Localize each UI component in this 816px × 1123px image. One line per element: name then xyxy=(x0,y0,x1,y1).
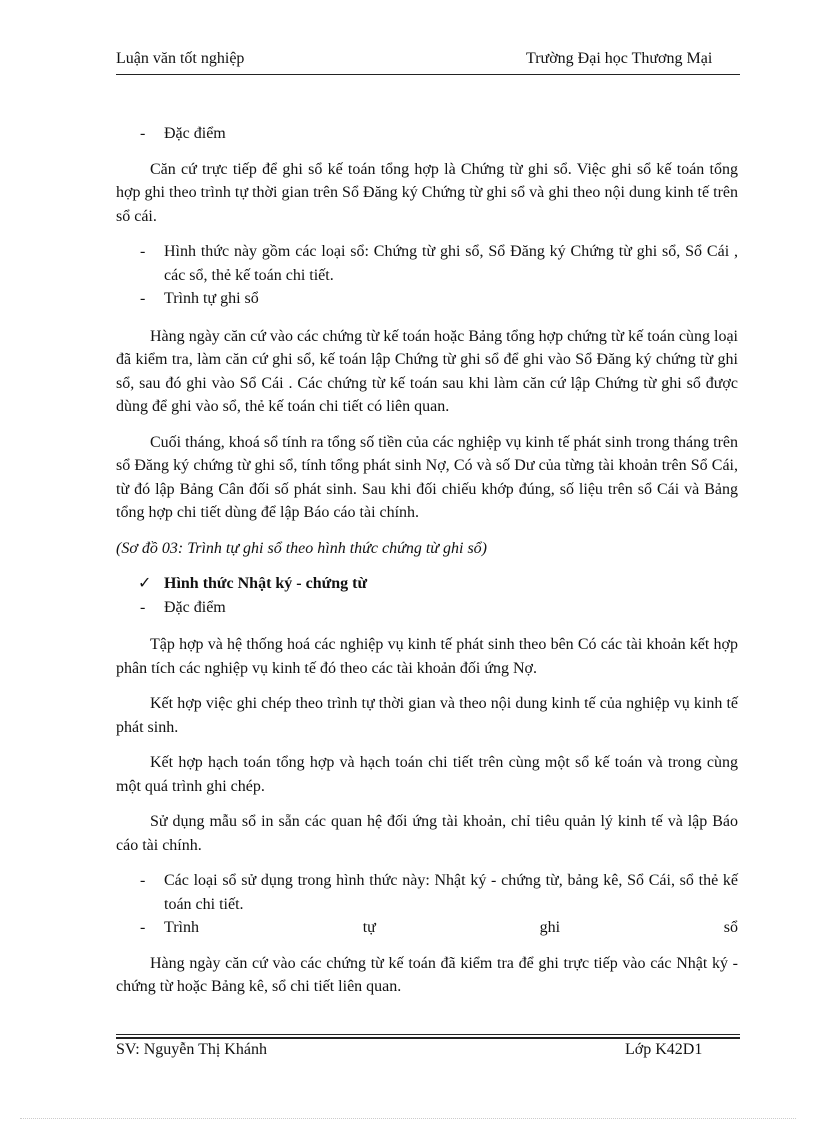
bullet-text: Hình thức này gồm các loại sổ: Chứng từ ghi sổ, Sổ Đăng ký Chứng từ ghi sổ, Sổ Cái , các sổ, thẻ kế toán chi tiết. xyxy=(164,243,738,284)
bullet-dash: - xyxy=(140,919,146,936)
bullet-item-justified xyxy=(116,916,738,940)
footer-student-name: SV: Nguyễn Thị Khánh xyxy=(116,1041,267,1058)
paragraph: Sử dụng mẫu sổ in sẵn các quan hệ đối ứng tài khoản, chỉ tiêu quản lý kinh tế và lập Báo cáo tài chính. xyxy=(116,813,738,854)
bullet-word: tự xyxy=(362,919,376,936)
bullet-text: Đặc điểm xyxy=(164,598,226,616)
header-thesis-title: Luận văn tốt nghiệp xyxy=(116,50,245,67)
paragraph: Kết hợp hạch toán tổng hợp và hạch toán chi tiết trên cùng một sổ kế toán và trong cùng một quá trình ghi chép. xyxy=(116,754,738,795)
figure-caption: (Sơ đồ 03: Trình tự ghi sổ theo hình thức chứng từ ghi sổ) xyxy=(116,539,487,557)
checkmark-icon: ✓ xyxy=(138,575,152,592)
header-university-name: Trường Đại học Thương Mại xyxy=(526,50,713,67)
footer-divider-thick xyxy=(116,1037,740,1039)
section-heading xyxy=(116,572,738,596)
paragraph: Kết hợp việc ghi chép theo trình tự thời gian và theo nội dung kinh tế của nghiệp vụ kinh tế phát sinh. xyxy=(116,695,738,736)
bullet-item xyxy=(116,122,738,146)
bullet-item xyxy=(116,240,738,287)
bullet-dash: - xyxy=(140,125,146,142)
bullet-item xyxy=(116,869,738,916)
footer-class-code: Lớp K42D1 xyxy=(625,1041,703,1058)
bullet-word: ghi xyxy=(539,919,561,936)
page-bottom-border xyxy=(20,1118,796,1119)
bullet-item xyxy=(116,596,738,620)
document-body xyxy=(116,122,738,999)
bullet-word: sổ xyxy=(723,919,738,936)
section-heading-text: Hình thức Nhật ký - chứng từ xyxy=(164,575,368,592)
bullet-dash: - xyxy=(140,290,146,307)
bullet-dash: - xyxy=(140,598,146,616)
bullet-text: Đặc điểm xyxy=(164,125,226,142)
bullet-text: Các loại sổ sử dụng trong hình thức này: Nhật ký - chứng từ, bảng kê, Sổ Cái, sổ thẻ kế toán chi tiết. xyxy=(164,872,738,913)
paragraph: Căn cứ trực tiếp để ghi sổ kế toán tổng hợp là Chứng từ ghi sổ. Việc ghi sổ kế toán tổng hợp ghi theo trình tự thời gian trên Sổ Đăng ký Chứng từ ghi sổ và ghi theo nội dung kinh tế trên sổ cái. xyxy=(116,160,738,225)
paragraph: Cuối tháng, khoá sổ tính ra tổng số tiền của các nghiệp vụ kinh tế phát sinh trong tháng trên sổ Đăng ký chứng từ ghi sổ, tính tổng phát sinh Nợ, Có và số Dư của từng tài khoản trên Sổ Cái, từ đó lập Bảng Cân đối số phát sinh. Sau khi đối chiếu khớp đúng, số liệu trên sổ Cái và Bảng tổng hợp chi tiết dùng để lập Báo cáo tài chính. xyxy=(116,433,738,521)
paragraph: Hàng ngày căn cứ vào các chứng từ kế toán hoặc Bảng tổng hợp chứng từ kế toán cùng loại đã kiểm tra, làm căn cứ ghi sổ, kế toán lập Chứng từ ghi sổ để ghi vào Sổ Đăng ký chứng từ ghi sổ, sau đó ghi vào Sổ Cái . Các chứng từ kế toán sau khi làm căn cứ lập Chứng từ ghi sổ được dùng để ghi vào sổ, thẻ kế toán chi tiết có liên quan. xyxy=(116,327,738,415)
bullet-item xyxy=(116,287,738,311)
bullet-dash: - xyxy=(140,243,146,260)
footer-divider xyxy=(116,1034,740,1035)
bullet-word: Trình xyxy=(164,919,199,936)
bullet-dash: - xyxy=(140,872,146,889)
paragraph: Tập hợp và hệ thống hoá các nghiệp vụ kinh tế phát sinh theo bên Có các tài khoản kết hợp phân tích các nghiệp vụ kinh tế đó theo các tài khoản đối ứng Nợ. xyxy=(116,636,738,677)
paragraph: Hàng ngày căn cứ vào các chứng từ kế toán đã kiểm tra để ghi trực tiếp vào các Nhật ký - chứng từ hoặc Bảng kê, sổ chi tiết liên quan. xyxy=(116,954,738,995)
header-divider xyxy=(116,74,740,75)
bullet-text: Trình tự ghi sổ xyxy=(164,290,259,307)
